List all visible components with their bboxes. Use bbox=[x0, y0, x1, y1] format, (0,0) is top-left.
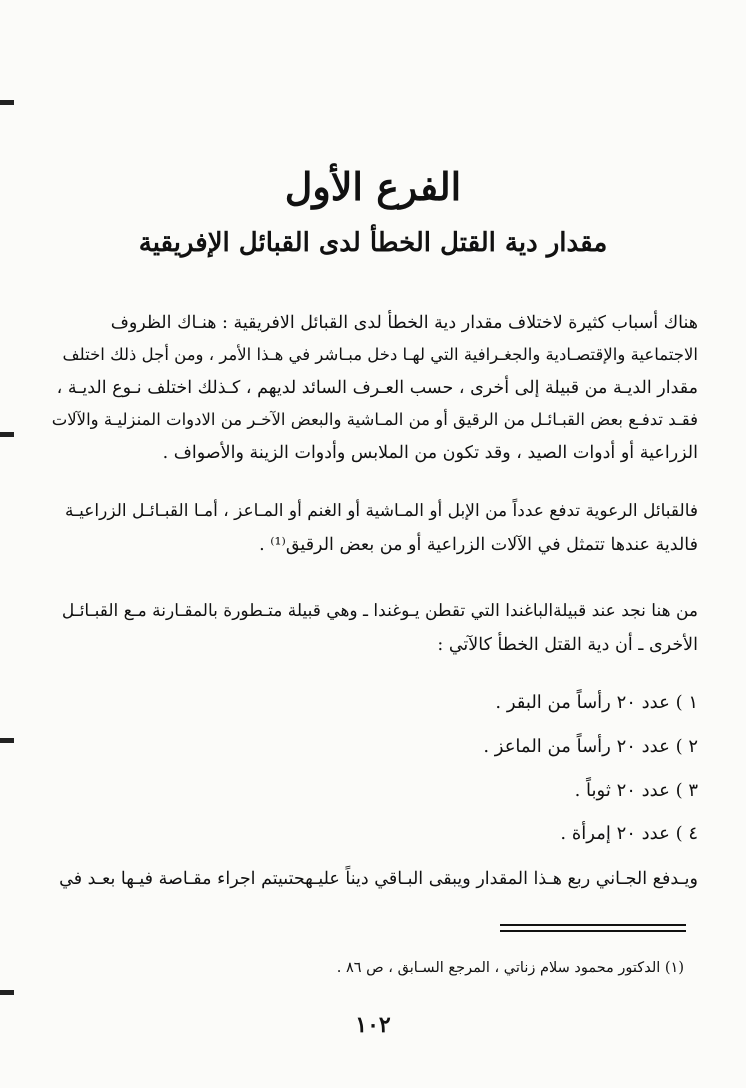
binding-mark bbox=[0, 100, 14, 105]
list-item: ٣ ) عدد ٢٠ ثوباً . bbox=[574, 780, 698, 801]
binding-mark bbox=[0, 432, 14, 437]
footnote-rule bbox=[500, 924, 686, 926]
paragraph-line: من هنا نجد عند قبيلةالباغندا التي تقطن يـوغندا ـ وهي قبيلة متـطورة بالمقـارنة مـع القبـائـل bbox=[61, 601, 698, 621]
section-subtitle: مقدار دية القتل الخطأ لدى القبائل الإفريقية bbox=[138, 228, 608, 258]
closing-line: ويـدفع الجـاني ربع هـذا المقدار ويبقى البـاقي ديناً عليـهحتىيتم اجراء مقـاصة فيـها بعـد في bbox=[59, 869, 698, 889]
footnote: (١) الدكتور محمود سلام زناتي ، المرجع السـابق ، ص ٨٦ . bbox=[336, 960, 684, 976]
footnote-rule bbox=[500, 930, 686, 932]
paragraph-line: فالقبائل الرعوية تدفع عدداً من الإبل أو المـاشية أو الغنم أو المـاعز ، أمـا القبـائـل الزراعيـة bbox=[65, 501, 698, 521]
list-item: ٤ ) عدد ٢٠ إمرأة . bbox=[560, 823, 698, 844]
list-item: ٢ ) عدد ٢٠ رأساً من الماعز . bbox=[483, 736, 698, 757]
paragraph-line: هناك أسباب كثيرة لاختلاف مقدار دية الخطأ لدى القبائل الافريقية : هنـاك الظروف bbox=[110, 313, 698, 333]
page-number: ١٠٢ bbox=[355, 1012, 391, 1038]
paragraph-line: فالدية عندها تتمثل في الآلات الزراعية أو من بعض الرقيق⁽¹⁾ . bbox=[259, 535, 698, 555]
section-title: الفرع الأول bbox=[284, 164, 462, 209]
paragraph-line: مقدار الديـة من قبيلة إلى أخرى ، حسب العـرف السائد لديهم ، كـذلك اختلف نـوع الديـة ، bbox=[56, 378, 698, 398]
paragraph-line: فقـد تدفـع بعض القبـائـل من الرقيق أو من المـاشية والبعض الآخـر من الادوات المنزليـة والآلات bbox=[51, 410, 698, 429]
paragraph-line: الأخرى ـ أن دية القتل الخطأ كالآتي : bbox=[437, 635, 698, 655]
list-item: ١ ) عدد ٢٠ رأساً من البقر . bbox=[495, 692, 698, 713]
binding-mark bbox=[0, 990, 14, 995]
binding-mark bbox=[0, 738, 14, 743]
paragraph-line: الاجتماعية والإقتصـادية والجغـرافية التي لهـا دخل مبـاشر في هـذا الأمر ، ومن أجل ذلك اختلف bbox=[62, 345, 698, 364]
paragraph-line: الزراعية أو أدوات الصيد ، وقد تكون من الملابس وأدوات الزينة والأصواف . bbox=[162, 443, 698, 463]
